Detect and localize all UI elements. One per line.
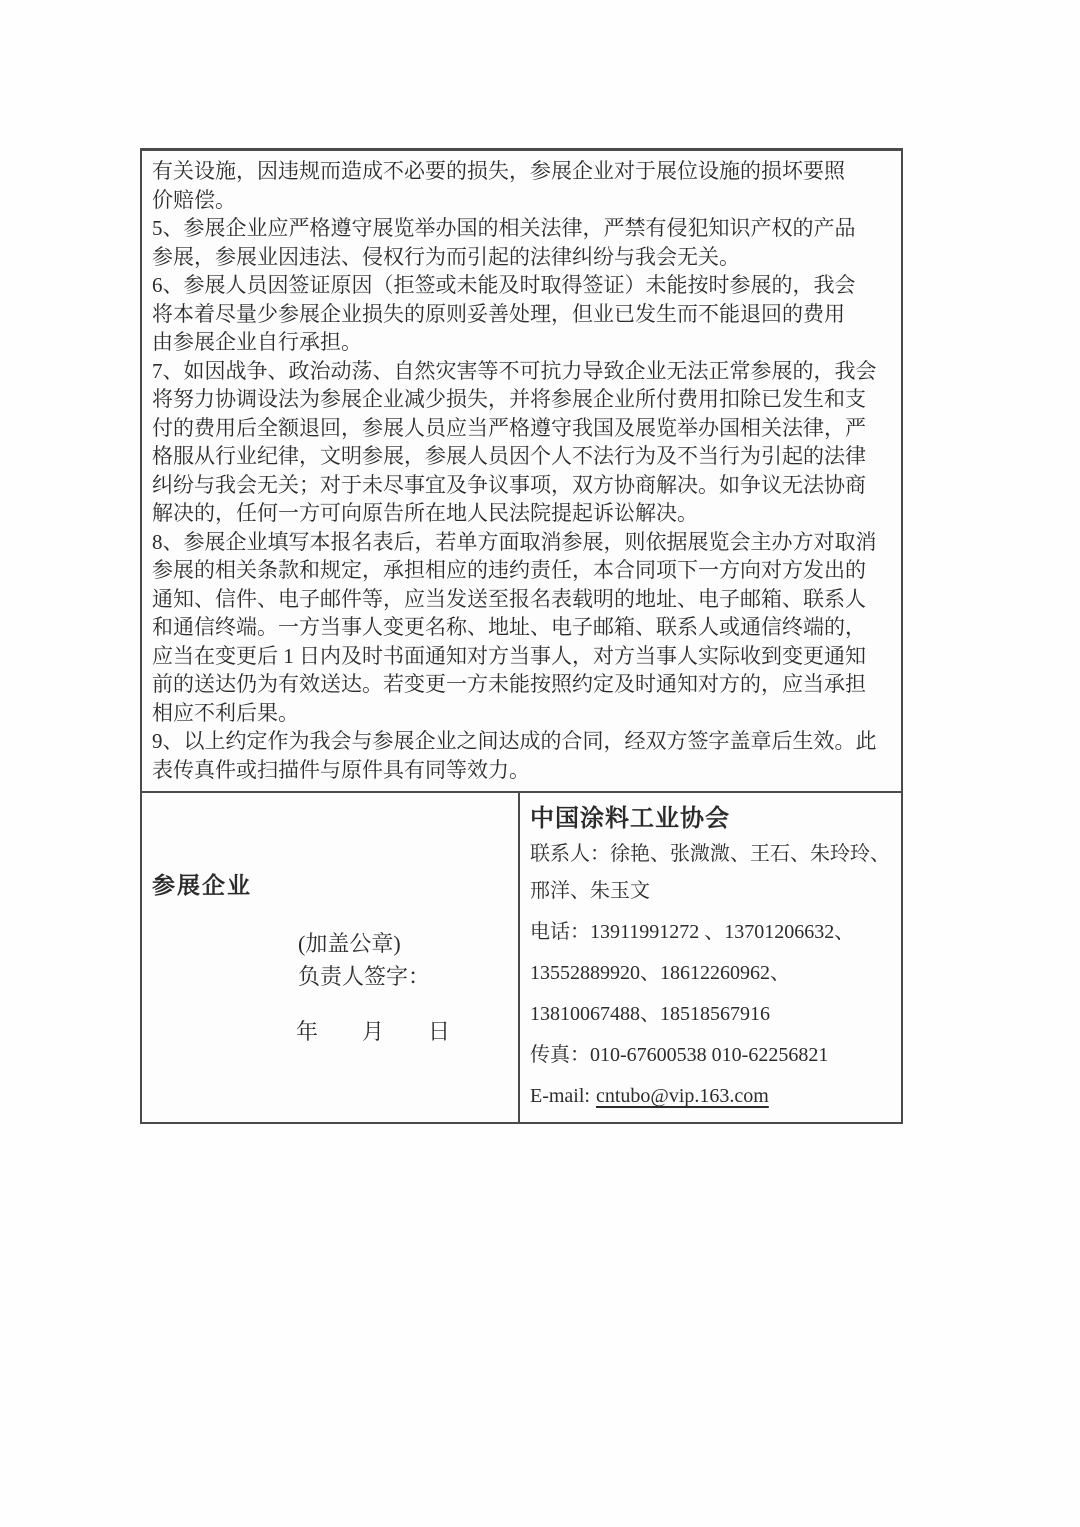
email-label: E-mail:: [530, 1085, 590, 1107]
seal-signature-block: [298, 927, 430, 993]
terms-line: 解决的，任何一方可向原告所在地人民法院提起诉讼解决。: [152, 501, 698, 525]
terms-line: 纠纷与我会无关；对于未尽事宜及争议事项，双方协商解决。如争议无法协商: [152, 472, 866, 497]
terms-line: 通知、信件、电子邮件等，应当发送至报名表载明的地址、电子邮箱、联系人: [152, 586, 866, 611]
terms-line: 7、如因战争、政治动荡、自然灾害等不可抗力导致企业无法正常参展的，我会: [152, 358, 877, 383]
terms-line: 付的费用后全额退回，参展人员应当严格遵守我国及展览举办国相关法律，严: [152, 415, 866, 440]
organizer-name: 中国涂料工业协会: [530, 806, 730, 832]
date-placeholder-line: 年 月 日: [296, 1019, 451, 1044]
terms-line: 由参展企业自行承担。: [152, 330, 362, 354]
registration-form-table: [140, 148, 903, 1124]
terms-line: 前的送达仍为有效送达。若变更一方未能按照约定及时通知对方的，应当承担: [152, 672, 866, 696]
terms-line: 将本着尽量少参展企业损失的原则妥善处理，但业已发生而不能退回的费用: [152, 301, 845, 326]
contact-persons-line-1: 联系人：徐艳、张溦溦、王石、朱玲玲、: [530, 843, 890, 865]
contact-persons-line-2: 邢洋、朱玉文: [530, 880, 650, 902]
terms-line: 8、参展企业填写本报名表后，若单方面取消参展，则依据展览会主办方对取消: [152, 529, 877, 554]
exhibitor-title: 参展企业: [152, 873, 252, 898]
terms-line: 将努力协调设法为参展企业减少损失，并将参展企业所付费用扣除已发生和支: [152, 387, 866, 411]
terms-line: 表传真件或扫描件与原件具有同等效力。: [152, 757, 530, 782]
phone-line-1: 电话：13911991272 、13701206632、: [530, 921, 855, 943]
email-address: cntubo@vip.163.com: [595, 1085, 769, 1107]
seal-note: (加盖公章): [298, 931, 401, 956]
phone-line-2: 13552889920、18612260962、: [530, 962, 790, 984]
signature-label: 负责人签字：: [298, 964, 431, 989]
terms-line: 参展的相关条款和规定，承担相应的违约责任，本合同项下一方向对方发出的: [152, 558, 866, 582]
terms-line: 参展，参展业因违法、侵权行为而引起的法律纠纷与我会无关。: [152, 244, 740, 269]
fax-line: 传真：010-67600538 010-62256821: [530, 1044, 829, 1066]
terms-line: 和通信终端。一方当事人变更名称、地址、电子邮箱、联系人或通信终端的，: [152, 615, 866, 639]
terms-line: 有关设施，因违规而造成不必要的损失，参展企业对于展位设施的损坏要照: [152, 159, 845, 183]
terms-line: 相应不利后果。: [152, 700, 299, 725]
terms-section: [142, 151, 901, 793]
phone-line-3: 13810067488、18518567916: [530, 1003, 770, 1025]
terms-line: 9、以上约定作为我会与参展企业之间达成的合同，经双方签字盖章后生效。此: [152, 729, 877, 753]
terms-line: 格服从行业纪律，文明参展，参展人员因个人不法行为及不当行为引起的法律: [152, 444, 866, 468]
exhibitor-cell: [142, 793, 518, 1122]
terms-line: 5、参展企业应严格遵守展览举办国的相关法律，严禁有侵犯知识产权的产品: [152, 216, 856, 240]
terms-line: 应当在变更后 1 日内及时书面通知对方当事人，对方当事人实际收到变更通知: [152, 643, 866, 668]
email-line: [530, 1083, 901, 1110]
terms-line: 6、参展人员因签证原因（拒签或未能及时取得签证）未能按时参展的，我会: [152, 273, 856, 297]
signature-row: [142, 793, 901, 1122]
terms-line: 价赔偿。: [152, 187, 236, 212]
organizer-cell: [518, 793, 901, 1122]
